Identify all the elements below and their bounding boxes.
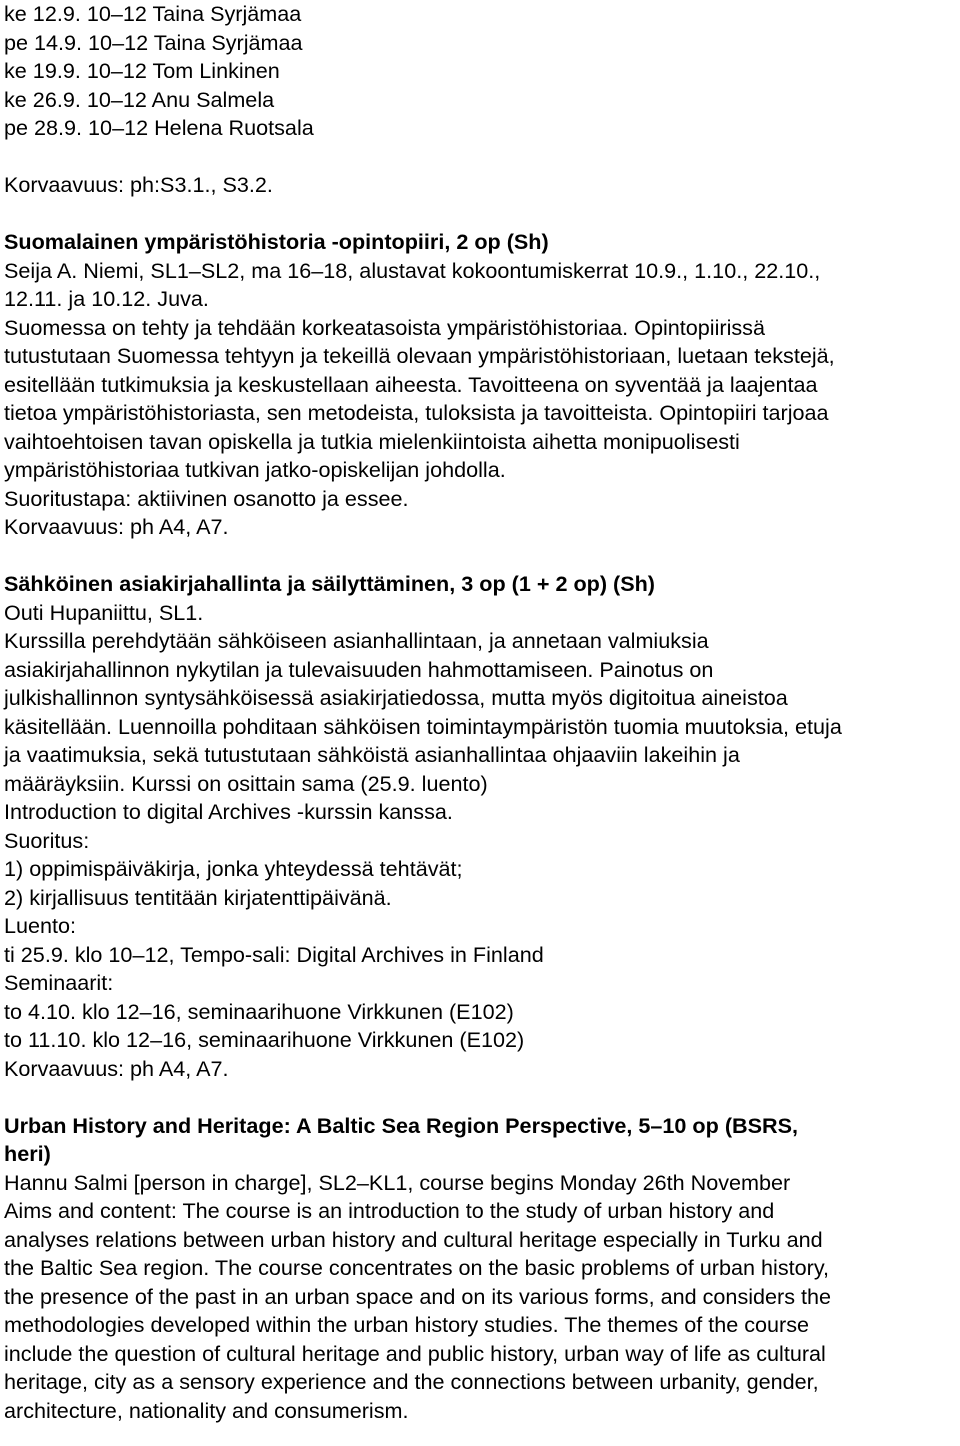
course-text-line: Suoritustapa: aktiivinen osanotto ja essee. [4,485,409,511]
course-text-line: to 11.10. klo 12–16, seminaarihuone Virkkunen (E102) [4,1027,525,1052]
course-section-records-management [4,570,960,1083]
course-text-line: heritage, city as a sensory experience and the connections between urbanity, gender, [4,1369,819,1394]
course-text-line: määräyksiin. Kurssi on osittain sama (25.9. luento) [4,770,488,796]
course-text-line: the presence of the past in an urban space and on its various forms, and considers the [4,1283,832,1309]
spacer [4,200,960,229]
course-text-line: Korvaavuus: ph A4, A7. [4,514,229,539]
course-text-line: analyses relations between urban history and cultural heritage especially in Turku and [4,1226,823,1252]
course-text-line: Seminaarit: [4,970,114,995]
course-title: Urban History and Heritage: A Baltic Sea Region Perspective, 5–10 op (BSRS, [4,1112,799,1138]
course-text-line: architecture, nationality and consumerism. [4,1397,409,1423]
course-text-line: tietoa ympäristöhistoriasta, sen metodeista, tuloksista ja tavoitteista. Opintopiiri tarjoaa [4,400,829,425]
course-text-line: to 4.10. klo 12–16, seminaarihuone Virkkunen (E102) [4,998,514,1024]
course-text-line: Kurssilla perehdytään sähköiseen asianhallintaan, ja annetaan valmiuksia [4,628,709,653]
course-section-urban-history [4,1112,960,1426]
spacer [4,143,960,172]
course-text-line: Aims and content: The course is an introduction to the study of urban history and [4,1198,775,1223]
course-text-line: Outi Hupaniittu, SL1. [4,599,204,625]
spacer [4,1083,960,1112]
schedule-line: pe 28.9. 10–12 Helena Ruotsala [4,115,314,140]
course-text-line: 1) oppimispäiväkirja, jonka yhteydessä tehtävät; [4,856,463,881]
schedule-line: ke 26.9. 10–12 Anu Salmela [4,86,275,112]
schedule-list [4,0,960,143]
course-text-line: käsitellään. Luennoilla pohditaan sähköisen toimintaympäristön tuomia muutoksia, etuja [4,713,842,739]
course-text-line: vaihtoehtoisen tavan opiskella ja tutkia mielenkiintoista aihetta monipuolisesti [4,428,740,454]
course-text-line: Suoritus: [4,827,90,853]
course-text-line: Hannu Salmi [person in charge], SL2–KL1, course begins Monday 26th November [4,1169,791,1195]
spacer [4,542,960,571]
course-text-line: Suomessa on tehty ja tehdään korkeatasoista ympäristöhistoriaa. Opintopiirissä [4,314,765,340]
course-text-line: asiakirjahallinnon nykytilan ja tulevaisuuden hahmottamiseen. Painotus on [4,656,714,682]
course-text-line: the Baltic Sea region. The course concentrates on the basic problems of urban history, [4,1255,830,1280]
course-text-line: methodologies developed within the urban history studies. The themes of the course [4,1312,810,1337]
course-text-line: 12.11. ja 10.12. Juva. [4,286,209,311]
course-text-line: ti 25.9. klo 10–12, Tempo-sali: Digital Archives in Finland [4,941,544,967]
course-text-line: Luento: [4,913,77,938]
course-title-continued: heri) [4,1141,51,1166]
course-section-environmental-history [4,228,960,542]
schedule-line: ke 12.9. 10–12 Taina Syrjämaa [4,1,302,26]
course-title: Sähköinen asiakirjahallinta ja säilyttäminen, 3 op (1 + 2 op) (Sh) [4,571,655,596]
course-text-line: Korvaavuus: ph A4, A7. [4,1055,229,1081]
course-text-line: Seija A. Niemi, SL1–SL2, ma 16–18, alustavat kokoontumiskerrat 10.9., 1.10., 22.10., [4,257,821,283]
course-title: Suomalainen ympäristöhistoria -opintopiiri, 2 op (Sh) [4,229,549,254]
course-text-line: esitellään tutkimuksia ja keskustellaan aiheesta. Tavoitteena on syventää ja laajentaa [4,371,818,397]
course-text-line: tutustutaan Suomessa tehtyyn ja tekeillä olevaan ympäristöhistoriaan, luetaan tekstejä, [4,343,835,368]
course-text-line: ympäristöhistoriaa tutkivan jatko-opiskelijan johdolla. [4,457,506,482]
schedule-equivalence: Korvaavuus: ph:S3.1., S3.2. [4,172,273,197]
course-text-line: julkishallinnon syntysähköisessä asiakirjatiedossa, mutta myös digitoitua aineistoa [4,685,788,710]
course-text-line: include the question of cultural heritage and public history, urban way of life as cultural [4,1340,826,1366]
course-text-line: Introduction to digital Archives -kurssin kanssa. [4,799,453,824]
schedule-line: pe 14.9. 10–12 Taina Syrjämaa [4,29,303,55]
course-text-line: 2) kirjallisuus tentitään kirjatenttipäivänä. [4,884,392,910]
course-text-line: ja vaatimuksia, sekä tutustutaan sähköistä asianhallintaa ohjaaviin lakeihin ja [4,742,740,767]
schedule-line: ke 19.9. 10–12 Tom Linkinen [4,58,280,83]
